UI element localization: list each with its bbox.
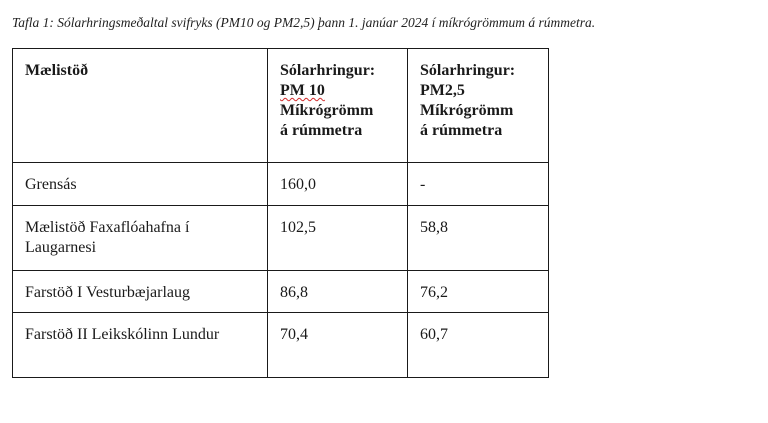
table-caption: Tafla 1: Sólarhringsmeðaltal svifryks (PM10 og PM2,5) þann 1. janúar 2024 í míkrógrömmum á rúmmetra. <box>12 15 596 30</box>
header-pm25-line: á rúmmetra <box>420 122 503 139</box>
cell-pm10: 160,0 <box>268 163 408 206</box>
cell-pm25: 60,7 <box>408 313 549 378</box>
table-header-row <box>13 49 549 163</box>
header-pm25-line: Míkrógrömm <box>420 102 514 119</box>
table-row <box>13 163 549 206</box>
cell-station: Grensás <box>13 163 268 206</box>
table-row <box>13 206 549 271</box>
cell-pm10: 86,8 <box>268 271 408 313</box>
cell-station: Farstöð I Vesturbæjarlaug <box>13 271 268 313</box>
header-pm10-line: Míkrógrömm <box>280 102 374 119</box>
header-pm10 <box>268 49 408 163</box>
cell-pm25: 76,2 <box>408 271 549 313</box>
cell-station: Farstöð II Leikskólinn Lundur <box>13 313 268 378</box>
cell-pm25: 58,8 <box>408 206 549 271</box>
cell-pm10: 70,4 <box>268 313 408 378</box>
header-pm25-line: PM2,5 <box>420 82 465 99</box>
header-pm25 <box>408 49 549 163</box>
header-pm25-line: Sólarhringur: <box>420 62 516 79</box>
cell-pm10: 102,5 <box>268 206 408 271</box>
header-pm10-line: á rúmmetra <box>280 122 363 139</box>
table-row <box>13 313 549 378</box>
pm-table <box>12 48 549 378</box>
table-row <box>13 271 549 313</box>
header-pm10-line <box>280 81 397 101</box>
header-pm10-label: PM 10 <box>280 82 325 99</box>
header-pm10-line: Sólarhringur: <box>280 62 376 79</box>
cell-station: Mælistöð Faxaflóahafna í Laugarnesi <box>13 206 268 271</box>
header-station: Mælistöð <box>13 49 268 163</box>
cell-pm25: - <box>408 163 549 206</box>
